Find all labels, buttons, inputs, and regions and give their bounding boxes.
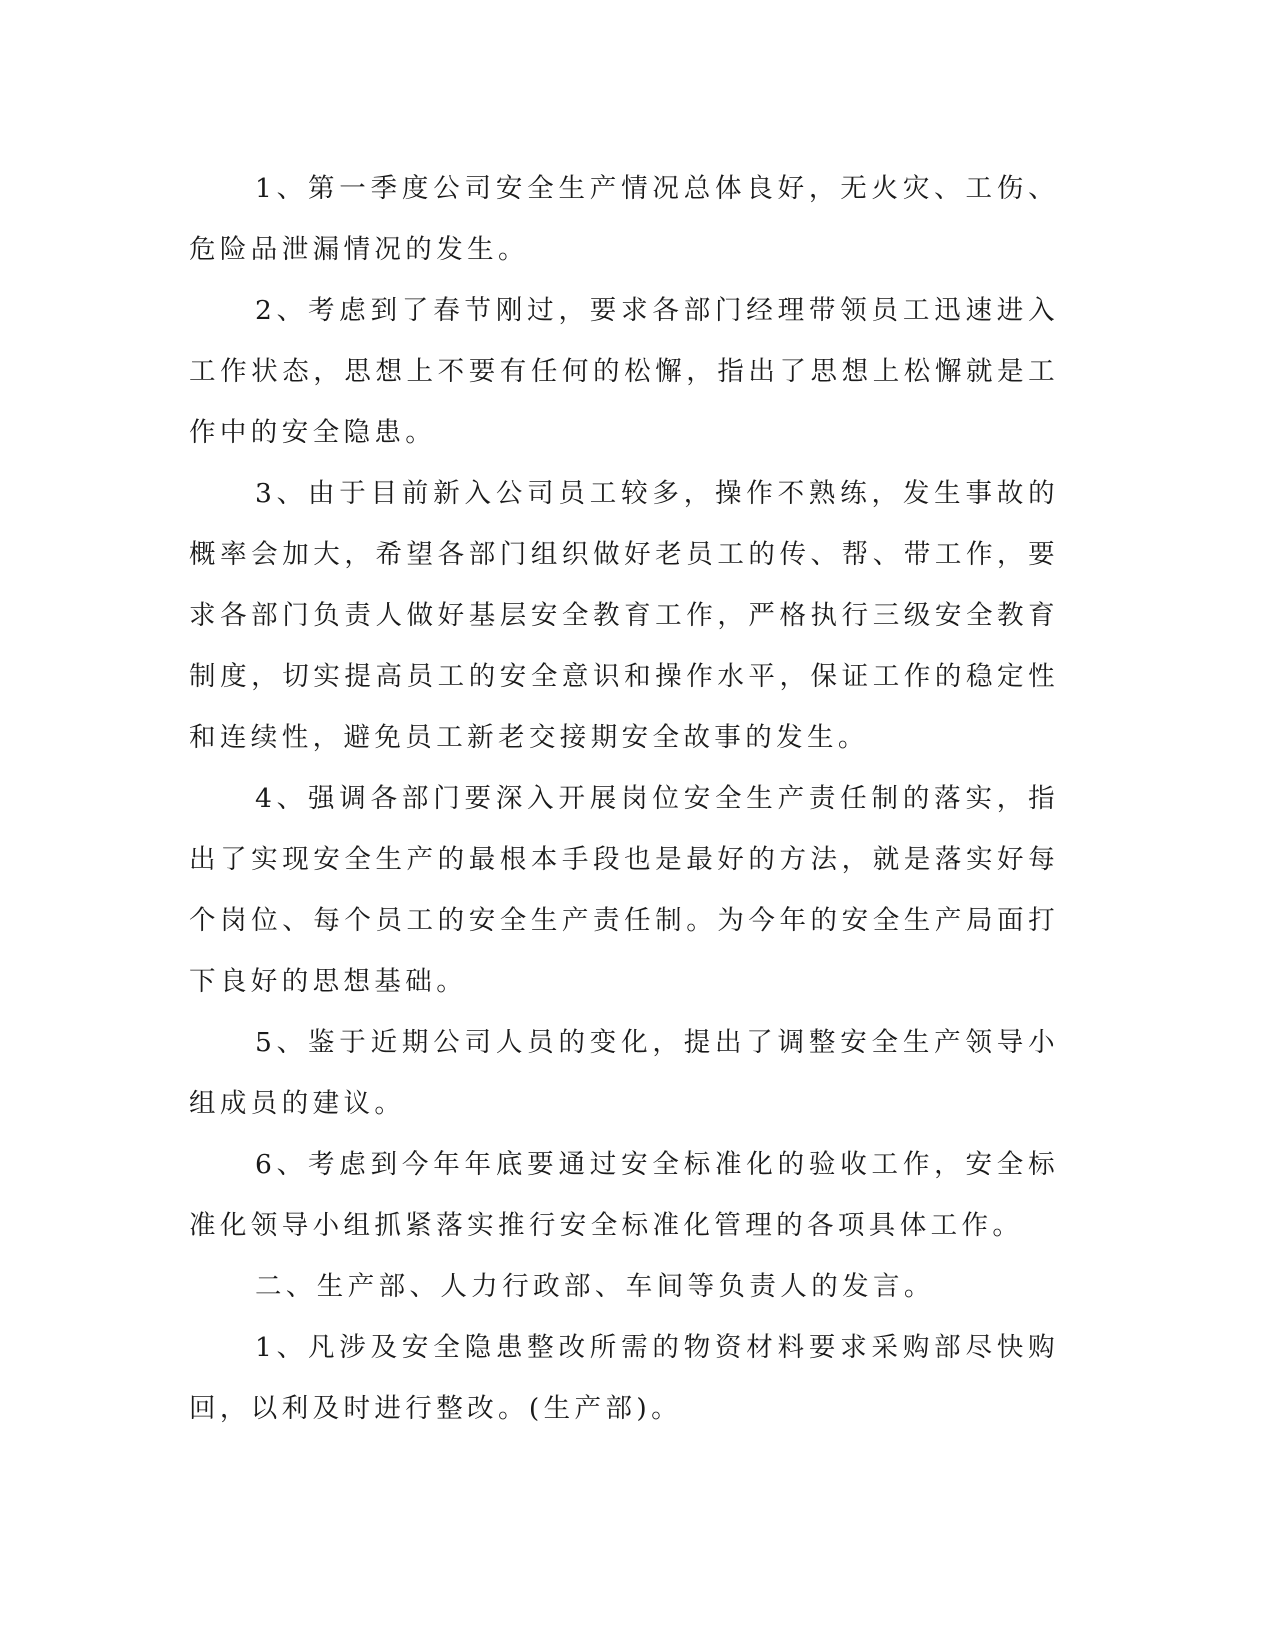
paragraph-item-3: 3、由于目前新入公司员工较多，操作不熟练，发生事故的概率会加大，希望各部门组织做好老员工的传、帮、带工作，要求各部门负责人做好基层安全教育工作，严格执行三级安全教育制度，切实提高员工的安全意识和操作水平，保证工作的稳定性和连续性，避免员工新老交接期安全故事的发生。 xyxy=(189,478,1059,753)
paragraph-item-2: 2、考虑到了春节刚过，要求各部门经理带领员工迅速进入工作状态，思想上不要有任何的松懈，指出了思想上松懈就是工作中的安全隐患。 xyxy=(189,295,1059,448)
section-heading-two: 二、生产部、人力行政部、车间等负责人的发言。 xyxy=(255,1271,935,1302)
paragraph-item-6: 6、考虑到今年年底要通过安全标准化的验收工作，安全标准化领导小组抓紧落实推行安全标准化管理的各项具体工作。 xyxy=(189,1149,1059,1241)
paragraph-item-5: 5、鉴于近期公司人员的变化，提出了调整安全生产领导小组成员的建议。 xyxy=(189,1027,1059,1119)
paragraph-item-7: 1、凡涉及安全隐患整改所需的物资材料要求采购部尽快购回，以利及时进行整改。(生产部)。 xyxy=(189,1332,1059,1424)
document-body xyxy=(189,158,1059,1439)
paragraph-item-4: 4、强调各部门要深入开展岗位安全生产责任制的落实，指出了实现安全生产的最根本手段也是最好的方法，就是落实好每个岗位、每个员工的安全生产责任制。为今年的安全生产局面打下良好的思想基础。 xyxy=(189,783,1059,997)
paragraph-item-1: 1、第一季度公司安全生产情况总体良好，无火灾、工伤、危险品泄漏情况的发生。 xyxy=(189,173,1059,265)
